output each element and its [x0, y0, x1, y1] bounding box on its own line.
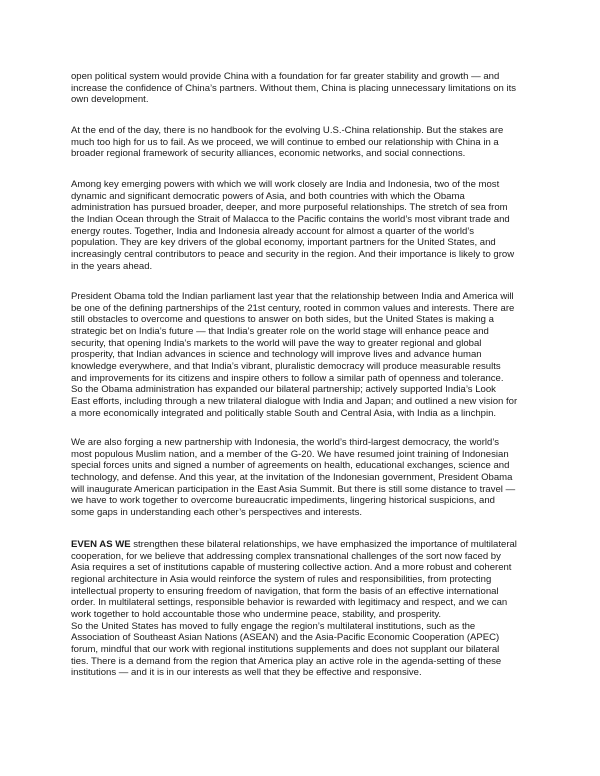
text-line: administration has pursued broader, deeper, and more purposeful relationships. The stretch of sea from	[71, 202, 508, 214]
text-line: technology, and defense. And this year, at the invitation of the Indonesian government, President Obama	[71, 471, 513, 483]
text-line: be one of the defining partnerships of the 21st century, rooted in common values and interests. There are	[71, 302, 515, 314]
text-line: prosperity, that Indian advances in science and technology will improve lives and advance human	[71, 349, 482, 361]
text-line: We are also forging a new partnership with Indonesia, the world’s third-largest democracy, the world’s	[71, 437, 500, 448]
text-line: institutions — and it is in our interests as well that they be effective and responsive.	[71, 667, 422, 679]
text-line: So the Obama administration has expanded our bilateral partnership; actively supported India’s Look	[71, 384, 496, 396]
text-line: So the United States has moved to fully engage the region’s multilateral institutions, such as the	[71, 620, 476, 632]
paragraph-multilateral-cooperation	[71, 539, 541, 679]
text-line: still obstacles to overcome and questions to answer on both sides, but the United States is making a	[71, 314, 494, 326]
text-line: in the years ahead.	[71, 260, 153, 272]
text-line: ties. There is a demand from the region that America play an active role in the agenda-setting of these	[71, 655, 502, 667]
text-line: increasingly central contributors to peace and security in the region. And their importance is likely to grow	[71, 248, 515, 260]
text-line: intellectual property to ensuring freedom of navigation, that form the basis of an effective international	[71, 585, 499, 597]
text-line: forum, mindful that our work with regional institutions supplements and does not supplant our bilateral	[71, 643, 500, 655]
text-line: Among key emerging powers with which we will work closely are India and Indonesia, two of the most	[71, 179, 500, 190]
text-line: most populous Muslim nation, and a member of the G-20. We have resumed joint training of Indonesian	[71, 448, 509, 460]
text-line: and improvements for its citizens and inspire others to follow a similar path of openness and tolerance.	[71, 372, 504, 384]
text-line: the Indian Ocean through the Strait of Malacca to the Pacific contains the world’s most vibrant trade and	[71, 213, 510, 225]
text-line: increase the confidence of China’s partners. Without them, China is placing unnecessary limitations on its	[71, 82, 517, 94]
text-line: much too high for us to fail. As we proceed, we will continue to embed our relationship with China in a	[71, 136, 499, 148]
paragraph-india-indonesia	[71, 179, 541, 272]
paragraph-china-open-system	[71, 71, 541, 106]
text-line: regional architecture in Asia would reinforce the system of rules and responsibilities, from protecting	[71, 573, 492, 585]
paragraph-india-partnership	[71, 291, 541, 419]
text-line: security, that opening India’s markets to the world will pave the way to greater regional and global	[71, 337, 482, 349]
text-line: order. In multilateral settings, responsible behavior is rewarded with legitimacy and respect, and we can	[71, 597, 508, 609]
text-line	[71, 539, 541, 551]
text-line: open political system would provide China with a foundation for far greater stability and growth — and	[71, 71, 500, 82]
text-line: own development.	[71, 94, 149, 106]
text-line: President Obama told the Indian parliament last year that the relationship between India and America will	[71, 291, 514, 302]
text-line: Association of Southeast Asian Nations (ASEAN) and the Asia-Pacific Economic Cooperation (APEC)	[71, 632, 500, 644]
text-line: special forces units and signed a number of agreements on health, educational exchanges, science and	[71, 460, 510, 472]
text-line: energy routes. Together, India and Indonesia already account for almost a quarter of the world’s	[71, 225, 474, 237]
paragraph-us-china-handbook	[71, 125, 541, 160]
text-line: At the end of the day, there is no handbook for the evolving U.S.-China relationship. But the stakes are	[71, 125, 504, 136]
text-line: a more economically integrated and politically stable South and Central Asia, with India as a linchpin.	[71, 407, 497, 419]
text-line: Asia requires a set of institutions capable of mustering collective action. And a more robust and coherent	[71, 562, 512, 574]
text-line: strategic bet on India’s future — that India’s greater role on the world stage will enhance peace and	[71, 325, 489, 337]
line-text: strengthen these bilateral relationships, we have emphasized the importance of multilateral	[130, 539, 517, 550]
text-line: will inaugurate American participation in the East Asia Summit. But there is still some distance to travel —	[71, 483, 516, 495]
text-line: some gaps in understanding each other’s perspectives and interests.	[71, 506, 363, 518]
text-line: knowledge everywhere, and that India’s vibrant, pluralistic democracy will produce measurable results	[71, 360, 501, 372]
text-line: we have to work together to overcome bureaucratic impediments, lingering historical suspicions, and	[71, 495, 495, 507]
text-line: population. They are key drivers of the global economy, important partners for the United States, and	[71, 237, 496, 249]
paragraph-indonesia-partnership	[71, 437, 541, 519]
text-line: broader regional framework of security alliances, economic networks, and social connections.	[71, 148, 466, 160]
lead-in-bold: EVEN AS WE	[71, 539, 131, 550]
text-line: work together to hold accountable those who undermine peace, stability, and prosperity.	[71, 608, 442, 620]
text-line: East efforts, including through a new trilateral dialogue with India and Japan; and outlined a new vision for	[71, 395, 518, 407]
text-line: cooperation, for we believe that addressing complex transnational challenges of the sort now faced by	[71, 550, 501, 562]
text-line: dynamic and significant democratic powers of Asia, and both countries with which the Obama	[71, 190, 465, 202]
